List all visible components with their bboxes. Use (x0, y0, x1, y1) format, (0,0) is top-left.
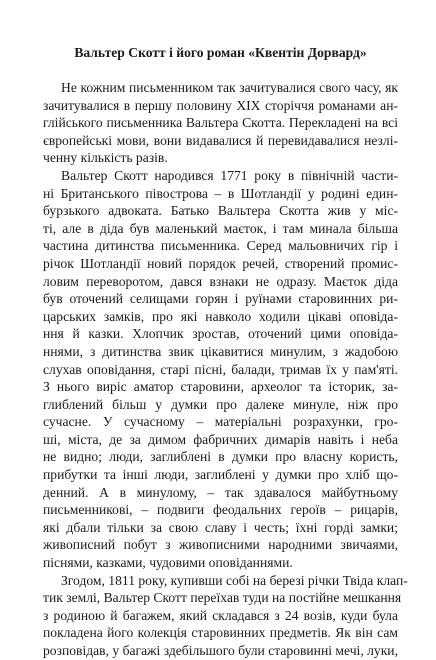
document-page (43, 44, 408, 660)
text-line: З нього виріс аматор старовини, археолог та історик, за- (43, 379, 398, 395)
text-line: Вальтер Скотт народився 1771 року в північній части- (61, 167, 398, 183)
text-line: ння й казки. Хлопчик зростав, оточений цими оповіда- (43, 326, 398, 342)
text-line: глиблений більш у думки про далеке минуле, ніж про (43, 396, 398, 412)
text-line: бурзького адвоката. Батько Вальтера Скотта жив у міс- (43, 203, 398, 219)
text-line: був оточений селищами горян і руїнами старовинних ри- (43, 291, 398, 307)
text-line: ннями, з дитинства звик цікавитися минулим, з жадобою (43, 343, 398, 359)
text-line: зачитувалися в першу половину XIX сторіччя романами ан- (43, 97, 398, 113)
paragraph (43, 167, 398, 572)
text-line: царських замків, про які навколо ходили цікаві оповіда- (43, 308, 398, 324)
document-body (43, 79, 408, 660)
text-line: сучасне. У сучасному – матеріальні розрахунки, гро- (43, 414, 398, 430)
text-line: ні Британського півострова – в Шотландії у родині един- (43, 185, 398, 201)
text-line: тик землі, Вальтер Скотт переїхав туди на постійне мешкання (43, 590, 402, 606)
text-line: Згодом, 1811 року, купивши собі на березі річки Твіда клап- (61, 572, 408, 588)
text-line: які дбали тільки за свою славу і честь; їхні горді замки; (43, 519, 398, 535)
text-line: покладена його колекція старовинних предметів. Як він сам (43, 625, 398, 641)
text-line: ченну кількість разів. (43, 150, 168, 166)
text-line: прибутки та інші люди, заглиблені у думки про хліб що- (43, 467, 398, 483)
text-line: денний. А в минулому, – так здавалося майбутньому (43, 484, 398, 500)
text-line: глійського письменника Вальтера Скотта. Перекладені на всі (43, 115, 398, 131)
paragraph (43, 572, 408, 660)
text-line: письменникові, – подвиги феодальних героїв – рицарів, (43, 502, 398, 518)
document-title: Вальтер Скотт і його роман «Квентін Дорвард» (74, 45, 367, 60)
text-line: з родиною й багажем, який складався з 24 возів, куди була (43, 607, 398, 623)
text-line: ловим переворотом, дався взнаки не одразу. Маєток діда (43, 273, 398, 289)
text-line: ті, але в діда був маленький маєток, і там минала більша (43, 220, 398, 236)
paragraph (43, 79, 398, 167)
text-line: ші, міста, де за димом фабричних димарів навіть і неба (43, 431, 398, 447)
text-line: річок Шотландії новий порядок речей, створений промис- (43, 255, 398, 271)
text-line: Не кожним письменником так зачитувалися свого часу, як (61, 80, 398, 95)
text-line: розповідав, у багажі здебільшого були старовинні мечі, луки, (43, 643, 398, 658)
text-line: піснями, казками, чудовими оповіданнями. (43, 555, 293, 571)
text-line: не видно; люди, заглиблені в думки про власну користь, (43, 449, 398, 465)
text-line: живописний побут з живописними народними звичаями, (43, 537, 398, 553)
text-line: частина дитинства письменника. Серед мальовничих гір і (43, 238, 398, 254)
text-line: слухав оповідання, старі пісні, балади, тримав їх у пам'яті. (43, 361, 398, 377)
text-line: європейські мови, вони видавалися й перевидавалися незлі- (43, 132, 398, 148)
